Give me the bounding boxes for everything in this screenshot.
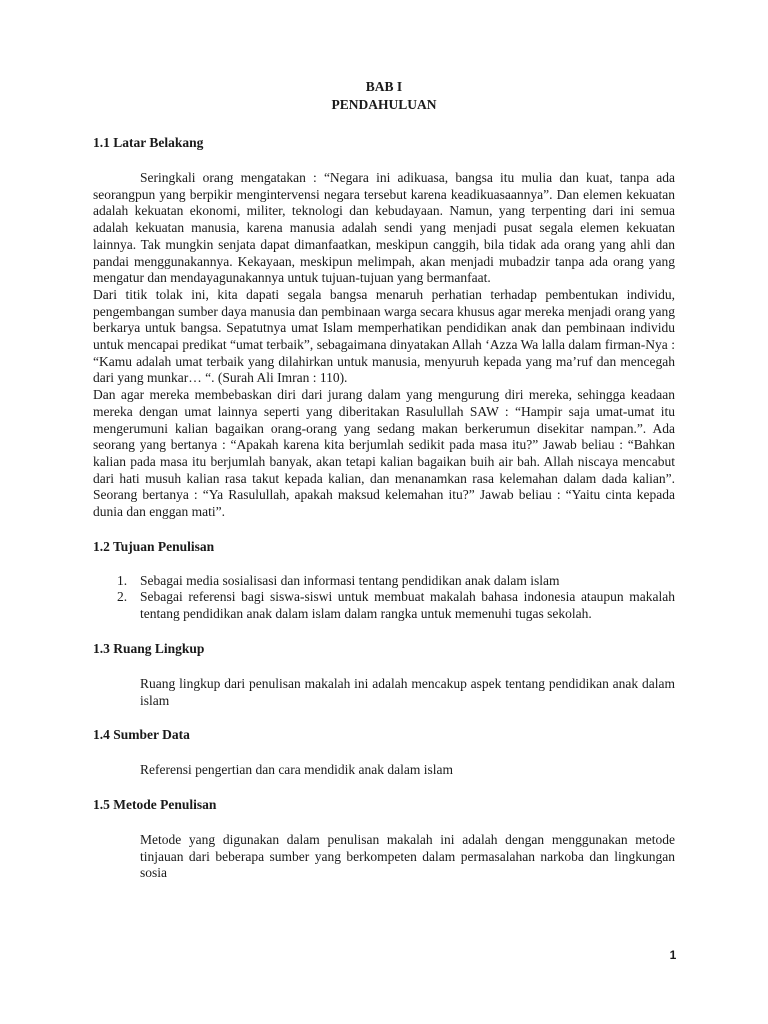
list-number: 2. (117, 589, 128, 605)
chapter-label: BAB I (365, 79, 403, 94)
section-heading-metode: 1.5 Metode Penulisan (93, 796, 217, 812)
list-item (117, 589, 675, 622)
ruang-lingkup-text: Ruang lingkup dari penulisan makalah ini adalah mencakup aspek tentang pendidikan anak dalam islam (140, 675, 675, 708)
list-item-text: Sebagai media sosialisasi dan informasi tentang pendidikan anak dalam islam (140, 572, 560, 588)
list-item (117, 572, 675, 590)
list-number: 1. (117, 572, 128, 588)
paragraph-1: Seringkali orang mengatakan : “Negara ini adikuasa, bangsa itu mulia dan kuat, tanpa ada seorangpun yang berpikir mengintervensi negara tersebut karena keadikuasaannya”. Dan elemen kekuatan adalah kekuatan ekonomi, militer, teknologi dan kebudayaan. Namun, yang terpenting dari ini semua adalah kekuatan manusia, karena manusia adalah sendi yang menjadi pusat segala elemen kekuatan lainnya. Tak mungkin senjata dapat dimanfaatkan, meskipun canggih, bila tidak ada orang yang ahli dan pandai menggunakannya. Kekayaan, meskipun melimpah, akan menjadi mubadzir tanpa ada orang yang mengatur dan mendayagunakannya untuk tujuan-tujuan yang bermanfaat. (93, 170, 675, 286)
section-heading-latar-belakang: 1.1 Latar Belakang (93, 135, 204, 150)
paragraph-2: Dari titik tolak ini, kita dapati segala bangsa menaruh perhatian terhadap pembentukan individu, pengembangan sumber daya manusia dan pembinaan warga secara khusus agar mereka menjadi orang yang berkarya untuk bangsa. Sepatutnya umat Islam memperhatikan pendidikan anak dan pembinaan individu untuk mencapai predikat “umat terbaik”, sebagaimana dinyatakan Allah ‘Azza Wa lalla dalam firman-Nya : “Kamu adalah umat terbaik yang dilahirkan untuk manusia, menyuruh kepada yang ma’ruf dan mencegah dari yang munkar… “. (Surah Ali Imran : 110). (93, 286, 675, 386)
page-content (93, 78, 675, 882)
section-heading-tujuan: 1.2 Tujuan Penulisan (93, 538, 215, 554)
paragraph-3: Dan agar mereka membebaskan diri dari jurang dalam yang mengurung diri mereka, sehingga keadaan mereka dengan umat lainnya seperti yang diberitakan Rasulullah SAW : “Hampir saja umat-umat itu mengerumuni kalian bagaikan orang-orang yang sedang makan berkerumun disekitar nampan.”. Ada seorang yang bertanya : “Apakah karena kita berjumlah sedikit pada masa itu?” Jawab beliau : “Bahkan kalian pada masa itu berjumlah banyak, akan tetapi kalian bagaikan buih air bah. Allah niscaya mencabut dari hati musuh kalian rasa takut kepada kalian, dan menanamkan rasa kelemahan dalam dada kalian”. Seorang bertanya : “Ya Rasulullah, apakah maksud kelemahan itu?” Jawab beliau : “Yaitu cinta kepada dunia dan enggan mati”. (93, 387, 675, 520)
chapter-title: PENDAHULUAN (331, 97, 437, 112)
sumber-data-text: Referensi pengertian dan cara mendidik anak dalam islam (140, 762, 453, 778)
list-item-text: Sebagai referensi bagi siswa-siswi untuk membuat makalah bahasa indonesia ataupun makalah tentang pendidikan anak dalam islam dalam rangka untuk memenuhi tugas sekolah. (140, 589, 675, 622)
metode-text: Metode yang digunakan dalam penulisan makalah ini adalah dengan menggunakan metode tinjauan dari beberapa sumber yang berkompeten dalam permasalahan narkoba dan lingkungan sosia (140, 831, 675, 881)
tujuan-list (93, 573, 675, 623)
section-heading-sumber-data: 1.4 Sumber Data (93, 727, 190, 743)
page-number: 1 (669, 948, 677, 962)
section-heading-ruang-lingkup: 1.3 Ruang Lingkup (93, 640, 205, 656)
